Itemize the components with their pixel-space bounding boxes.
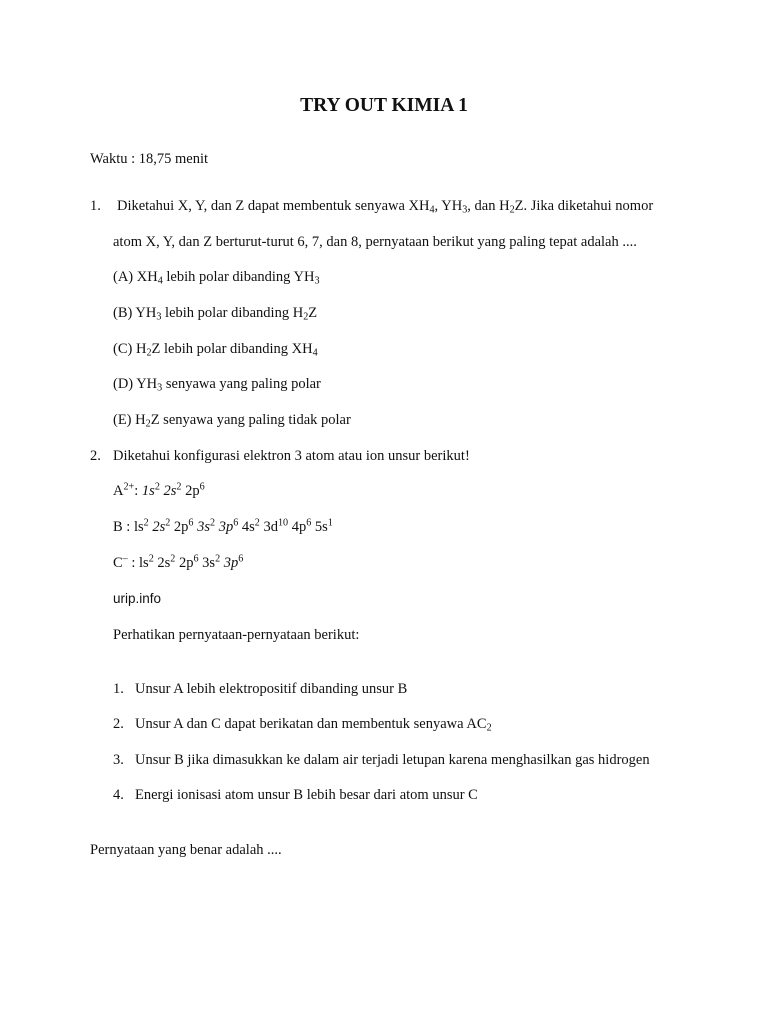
page-title: TRY OUT KIMIA 1 bbox=[300, 95, 468, 116]
question-1-line-1: Diketahui X, Y, dan Z dapat membentuk senyawa $XH_4$, $YH_3$, dan $H_2Z$. Jika diketahui nomor bbox=[117, 198, 654, 216]
option-c: (C) $H_2Z$ lebih polar dibanding $XH_4$ bbox=[113, 341, 318, 359]
statement-2-number: 2. bbox=[113, 716, 124, 732]
statement-4-number: 4. bbox=[113, 787, 124, 803]
config-c: C– : $ls^2$ $2s^2$ $2p^6$ $3s^2$ $3p^6$ bbox=[113, 553, 244, 571]
question-2-intro: Diketahui konfigurasi elektron 3 atom atau ion unsur berikut! bbox=[113, 448, 470, 464]
config-a: $A^{2+}$: $1s^2$ $2s^2$ $2p^6$ bbox=[113, 481, 205, 499]
statement-1: Unsur A lebih elektropositif dibanding unsur B bbox=[135, 681, 408, 697]
source-watermark: urip.info bbox=[113, 591, 162, 606]
config-b: B : $ls^2$ $2s^2$ $2p^6$ $3s^2$ $3p^6$ $4s^2$ $3d^{10}$ $4p^6$ $5s^1$ bbox=[113, 517, 333, 535]
closing-question: Pernyataan yang benar adalah .... bbox=[90, 842, 282, 858]
statement-4: Energi ionisasi atom unsur B lebih besar dari atom unsur C bbox=[135, 787, 478, 803]
option-b: (B) $YH_3$ lebih polar dibanding $H_2Z$ bbox=[113, 305, 318, 323]
option-e: (E) $H_2Z$ senyawa yang paling tidak polar bbox=[113, 412, 351, 430]
question-2-prompt: Perhatikan pernyataan-pernyataan berikut: bbox=[113, 627, 360, 643]
statement-1-number: 1. bbox=[113, 681, 124, 697]
statement-3: Unsur B jika dimasukkan ke dalam air terjadi letupan karena menghasilkan gas hidrogen bbox=[135, 752, 650, 768]
option-a: (A) $XH_4$ lebih polar dibanding $YH_3$ bbox=[113, 269, 320, 287]
time-info: Waktu : 18,75 menit bbox=[90, 151, 209, 167]
question-1-line-2: atom X, Y, dan Z berturut-turut 6, 7, dan 8, pernyataan berikut yang paling tepat adalah .... bbox=[113, 234, 637, 250]
statement-3-number: 3. bbox=[113, 752, 124, 768]
question-1-number: 1. bbox=[90, 198, 101, 214]
statement-2: Unsur A dan C dapat berikatan dan membentuk senyawa $AC_2$ bbox=[135, 716, 492, 734]
question-2-number: 2. bbox=[90, 448, 101, 464]
option-d: (D) $YH_3$ senyawa yang paling polar bbox=[113, 376, 321, 394]
